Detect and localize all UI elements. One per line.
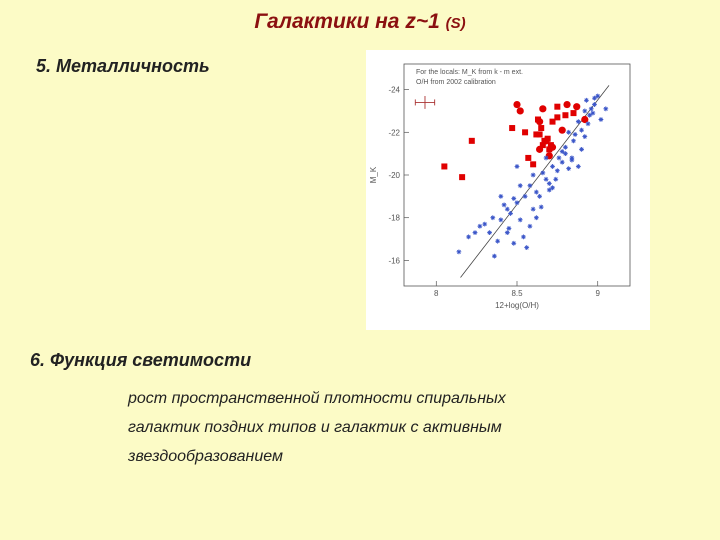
data-point-asterisk xyxy=(592,96,597,101)
data-point-asterisk xyxy=(555,168,560,173)
y-axis-label: M_K xyxy=(369,166,378,184)
data-point-circle xyxy=(536,118,543,125)
data-point-asterisk xyxy=(531,173,536,178)
data-point-asterisk xyxy=(515,164,520,169)
data-point-asterisk xyxy=(473,230,478,235)
data-point-asterisk xyxy=(563,151,568,156)
data-point-asterisk xyxy=(576,164,581,169)
y-tick-label: -20 xyxy=(388,171,400,180)
data-point-asterisk xyxy=(502,202,507,207)
data-point-asterisk xyxy=(539,205,544,210)
data-point-asterisk xyxy=(505,230,510,235)
data-point-circle xyxy=(513,101,520,108)
data-point-asterisk xyxy=(566,130,571,135)
data-point-asterisk xyxy=(540,170,545,175)
data-point-asterisk xyxy=(456,249,461,254)
section-heading-luminosity-function: 6. Функция светимости xyxy=(30,350,252,370)
data-point-asterisk xyxy=(537,194,542,199)
data-point-asterisk xyxy=(582,109,587,114)
data-point-asterisk xyxy=(528,183,533,188)
data-point-asterisk xyxy=(531,207,536,212)
data-point-asterisk xyxy=(560,160,565,165)
data-point-circle xyxy=(517,107,524,114)
data-point-asterisk xyxy=(569,158,574,163)
data-point-circle xyxy=(563,101,570,108)
data-point-asterisk xyxy=(547,188,552,193)
y-tick-label: -24 xyxy=(388,85,400,95)
x-axis-label: 12+log(O/H) xyxy=(495,301,539,310)
data-point-asterisk xyxy=(586,121,591,126)
data-point-asterisk xyxy=(511,196,516,201)
data-point-asterisk xyxy=(566,166,571,171)
data-point-circle xyxy=(539,105,546,112)
x-tick-label: 8 xyxy=(434,289,439,298)
data-point-asterisk xyxy=(587,113,592,118)
data-point-asterisk xyxy=(544,177,549,182)
data-point-asterisk xyxy=(523,194,528,199)
data-point-asterisk xyxy=(482,222,487,227)
data-point-asterisk xyxy=(518,217,523,222)
data-point-asterisk xyxy=(505,207,510,212)
data-point-square xyxy=(509,125,515,131)
data-point-asterisk xyxy=(599,117,604,122)
data-point-square xyxy=(530,161,536,167)
data-point-asterisk xyxy=(592,102,597,107)
data-point-square xyxy=(525,155,531,161)
metallicity-scatter-plot xyxy=(366,50,650,330)
data-point-asterisk xyxy=(579,147,584,152)
data-point-asterisk xyxy=(534,215,539,220)
x-tick-label: 8.5 xyxy=(511,289,523,298)
data-point-asterisk xyxy=(534,190,539,195)
data-point-asterisk xyxy=(550,185,555,190)
data-point-square xyxy=(469,138,475,144)
data-point-asterisk xyxy=(553,177,558,182)
data-point-circle xyxy=(581,116,588,123)
data-point-square xyxy=(441,163,447,169)
data-point-asterisk xyxy=(495,239,500,244)
data-point-asterisk xyxy=(528,224,533,229)
data-point-circle xyxy=(549,144,556,151)
fit-line xyxy=(461,85,610,277)
data-point-square xyxy=(554,104,560,110)
data-point-asterisk xyxy=(557,156,562,161)
legend-text: For the locals: M_K from k - m ext. xyxy=(416,69,523,76)
data-point-asterisk xyxy=(477,224,482,229)
data-point-square xyxy=(562,112,568,118)
y-tick-label: -22 xyxy=(388,128,400,138)
slide-title-text: Галактики на z~1 xyxy=(254,10,440,33)
data-point-asterisk xyxy=(490,215,495,220)
data-point-asterisk xyxy=(466,235,471,240)
data-point-square xyxy=(459,174,465,180)
body-line: галактик поздних типов и галактик с активным xyxy=(128,419,502,436)
data-point-asterisk xyxy=(563,145,568,150)
data-point-circle xyxy=(573,103,580,110)
slide-title-tag: (S) xyxy=(445,15,466,32)
data-point-asterisk xyxy=(560,149,565,154)
data-point-asterisk xyxy=(550,164,555,169)
data-point-square xyxy=(537,131,543,137)
body-line: звездообразованием xyxy=(128,448,283,465)
data-point-circle xyxy=(536,146,543,153)
data-point-asterisk xyxy=(603,106,608,111)
data-point-asterisk xyxy=(579,128,584,133)
data-point-asterisk xyxy=(507,226,512,231)
data-point-asterisk xyxy=(498,217,503,222)
data-point-square xyxy=(522,129,528,135)
data-point-asterisk xyxy=(492,254,497,259)
data-point-circle xyxy=(559,127,566,134)
data-point-asterisk xyxy=(573,132,578,137)
chart-svg xyxy=(366,50,650,330)
data-point-asterisk xyxy=(590,111,595,116)
data-point-asterisk xyxy=(518,183,523,188)
data-point-square xyxy=(554,114,560,120)
data-point-square xyxy=(571,110,577,116)
data-point-asterisk xyxy=(547,181,552,186)
data-point-asterisk xyxy=(511,241,516,246)
section-body xyxy=(128,384,668,471)
data-point-square xyxy=(538,125,544,131)
body-line: рост пространственной плотности спиральных xyxy=(128,390,506,407)
data-point-asterisk xyxy=(515,200,520,205)
x-tick-label: 9 xyxy=(595,289,600,298)
data-point-asterisk xyxy=(498,194,503,199)
data-point-asterisk xyxy=(524,245,529,250)
data-point-asterisk xyxy=(582,134,587,139)
section-heading-metallicity: 5. Металличность xyxy=(36,56,210,76)
slide-title xyxy=(0,10,720,34)
y-tick-label: -18 xyxy=(388,213,400,223)
data-point-asterisk xyxy=(521,235,526,240)
data-point-asterisk xyxy=(508,211,513,216)
y-tick-label: -16 xyxy=(388,256,400,266)
data-point-asterisk xyxy=(487,230,492,235)
data-point-asterisk xyxy=(571,138,576,143)
data-point-asterisk xyxy=(584,98,589,103)
data-point-circle xyxy=(542,137,549,144)
legend-text: O/H from 2002 calibration xyxy=(416,79,496,86)
